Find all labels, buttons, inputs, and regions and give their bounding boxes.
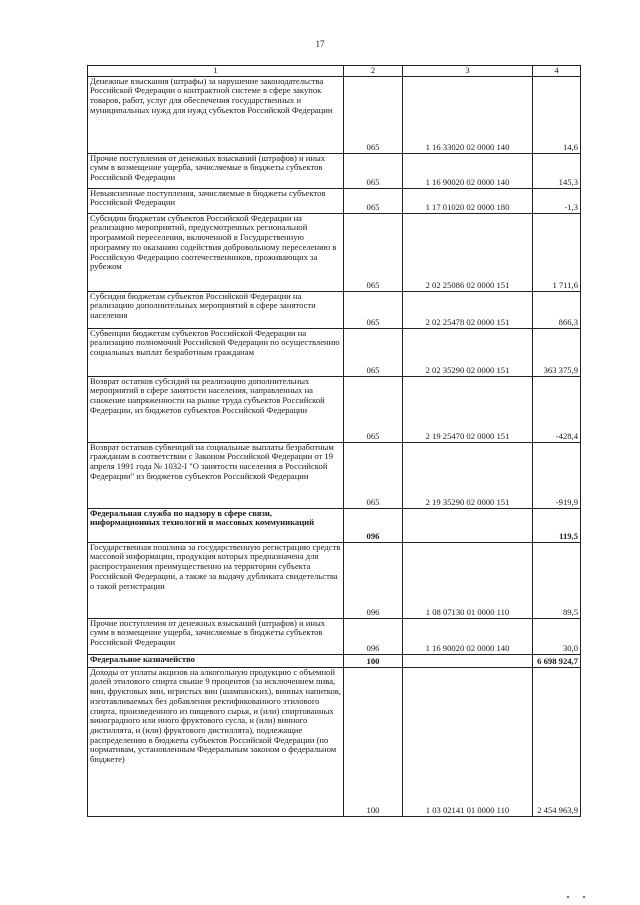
row-amount: 145,3 xyxy=(533,153,581,188)
row-kbk xyxy=(403,508,533,542)
row-amount: 2 454 963,9 xyxy=(533,667,581,816)
row-kbk: 1 03 02141 01 0000 110 xyxy=(403,667,533,816)
row-description: Прочие поступления от денежных взысканий (штрафов) и иных сумм в возмещение ущерба, зачисляемые в бюджеты субъектов Российской Федерации xyxy=(88,153,344,188)
row-kbk xyxy=(403,654,533,667)
row-code: 065 xyxy=(344,442,403,508)
row-kbk: 1 17 01020 02 0000 180 xyxy=(403,188,533,213)
table-row xyxy=(88,376,581,442)
row-code: 100 xyxy=(344,667,403,816)
row-kbk: 2 02 25086 02 0000 151 xyxy=(403,213,533,291)
row-description: Возврат остатков субсидий на реализацию дополнительных мероприятий в сфере занятости населения, направленных на снижение напряженности на рынке труда субъектов Российской Федерации, из бюджетов субъектов Российской Федерации xyxy=(88,376,344,442)
row-amount: 14,6 xyxy=(533,76,581,153)
row-kbk: 1 08 07130 01 0000 110 xyxy=(403,542,533,618)
row-kbk: 1 16 90020 02 0000 140 xyxy=(403,153,533,188)
row-description: Субвенции бюджетам субъектов Российской Федерации на реализацию полномочий Российской Федерации по осуществлению социальных выплат безработным гражданам xyxy=(88,328,344,376)
table-row xyxy=(88,618,581,654)
row-description: Субсидии бюджетам субъектов Российской Федерации на реализацию мероприятий, предусмотренных региональной программой переселения, включенной в Государственную программу по оказанию содействия добровольному переселению в Российскую Федерацию соотечественников, проживающих за рубежом xyxy=(88,213,344,291)
table-row xyxy=(88,328,581,376)
row-amount: -919,9 xyxy=(533,442,581,508)
scan-speck xyxy=(567,896,569,898)
column-header: 3 xyxy=(403,66,533,77)
row-description: Государственная пошлина за государственную регистрацию средств массовой информации, продукция которых предназначена для распространения преимущественно на территории субъекта Российской Федерации, а также за выдачу дубликата свидетельства о такой регистрации xyxy=(88,542,344,618)
row-amount: 866,3 xyxy=(533,291,581,328)
table-row xyxy=(88,153,581,188)
table-body xyxy=(88,76,581,816)
row-code: 096 xyxy=(344,508,403,542)
column-header: 2 xyxy=(344,66,403,77)
row-code: 065 xyxy=(344,291,403,328)
row-amount: 363 375,9 xyxy=(533,328,581,376)
row-code: 100 xyxy=(344,654,403,667)
table-row xyxy=(88,654,581,667)
row-kbk: 2 19 25470 02 0000 151 xyxy=(403,376,533,442)
table-row xyxy=(88,188,581,213)
row-amount: 119,5 xyxy=(533,508,581,542)
row-code: 065 xyxy=(344,213,403,291)
row-amount: 30,0 xyxy=(533,618,581,654)
row-amount: 1 711,6 xyxy=(533,213,581,291)
table-row xyxy=(88,442,581,508)
row-description: Федеральная служба по надзору в сфере связи, информационных технологий и массовых коммуникаций xyxy=(88,508,344,542)
row-description: Денежные взыскания (штрафы) за нарушение законодательства Российской Федерации о контрактной системе в сфере закупок товаров, работ, услуг для обеспечения государственных и муниципальных нужд для нужд субъектов Российской Федерации xyxy=(88,76,344,153)
scan-speck xyxy=(583,896,585,898)
row-code: 065 xyxy=(344,376,403,442)
row-code: 065 xyxy=(344,76,403,153)
table-row xyxy=(88,291,581,328)
row-amount: -428,4 xyxy=(533,376,581,442)
row-code: 065 xyxy=(344,153,403,188)
column-header: 4 xyxy=(533,66,581,77)
row-description: Федеральное казначейство xyxy=(88,654,344,667)
row-kbk: 2 02 35290 02 0000 151 xyxy=(403,328,533,376)
row-code: 096 xyxy=(344,542,403,618)
column-header: 1 xyxy=(88,66,344,77)
page-number: 17 xyxy=(315,39,325,49)
row-code: 096 xyxy=(344,618,403,654)
row-description: Субсидия бюджетам субъектов Российской Федерации на реализацию дополнительных мероприятий в сфере занятости населения xyxy=(88,291,344,328)
row-kbk: 2 19 35290 02 0000 151 xyxy=(403,442,533,508)
row-description: Доходы от уплаты акцизов на алкогольную продукцию с объемной долей этилового спирта свыше 9 процентов (за исключением пива, вин, фруктовых вин, игристых вин (шампанских), винных напитков, изготавливаемых без добавления ректификованного этилового спирта, произведенного из пищевого сырья, и (или) спиртованных виноградного или иного фруктового сусла, и (или) винного дистиллята, и (или) фруктового дистиллята), подлежащие распределению в бюджеты субъектов Российской Федерации (по нормативам, установленным Федеральным законом о федеральном бюджете) xyxy=(88,667,344,816)
row-description: Возврат остатков субвенций на социальные выплаты безработным гражданам в соответствии с Законом Российской Федерации от 19 апреля 1991 года № 1032-I "О занятости населения в Российской Федерации" из бюджетов субъектов Российской Федерации xyxy=(88,442,344,508)
table-row xyxy=(88,542,581,618)
row-code: 065 xyxy=(344,328,403,376)
row-description: Прочие поступления от денежных взысканий (штрафов) и иных сумм в возмещение ущерба, зачисляемые в бюджеты субъектов Российской Федерации xyxy=(88,618,344,654)
row-amount: 89,5 xyxy=(533,542,581,618)
table-row xyxy=(88,667,581,816)
table-row xyxy=(88,76,581,153)
table-row xyxy=(88,213,581,291)
table-header-row xyxy=(88,66,581,77)
row-amount: 6 698 924,7 xyxy=(533,654,581,667)
row-kbk: 2 02 25478 02 0000 151 xyxy=(403,291,533,328)
revenue-table xyxy=(87,65,581,817)
row-kbk: 1 16 33020 02 0000 140 xyxy=(403,76,533,153)
row-description: Невыясненные поступления, зачисляемые в бюджеты субъектов Российской Федерации xyxy=(88,188,344,213)
row-kbk: 1 16 90020 02 0000 140 xyxy=(403,618,533,654)
row-code: 065 xyxy=(344,188,403,213)
table-row xyxy=(88,508,581,542)
row-amount: -1,3 xyxy=(533,188,581,213)
